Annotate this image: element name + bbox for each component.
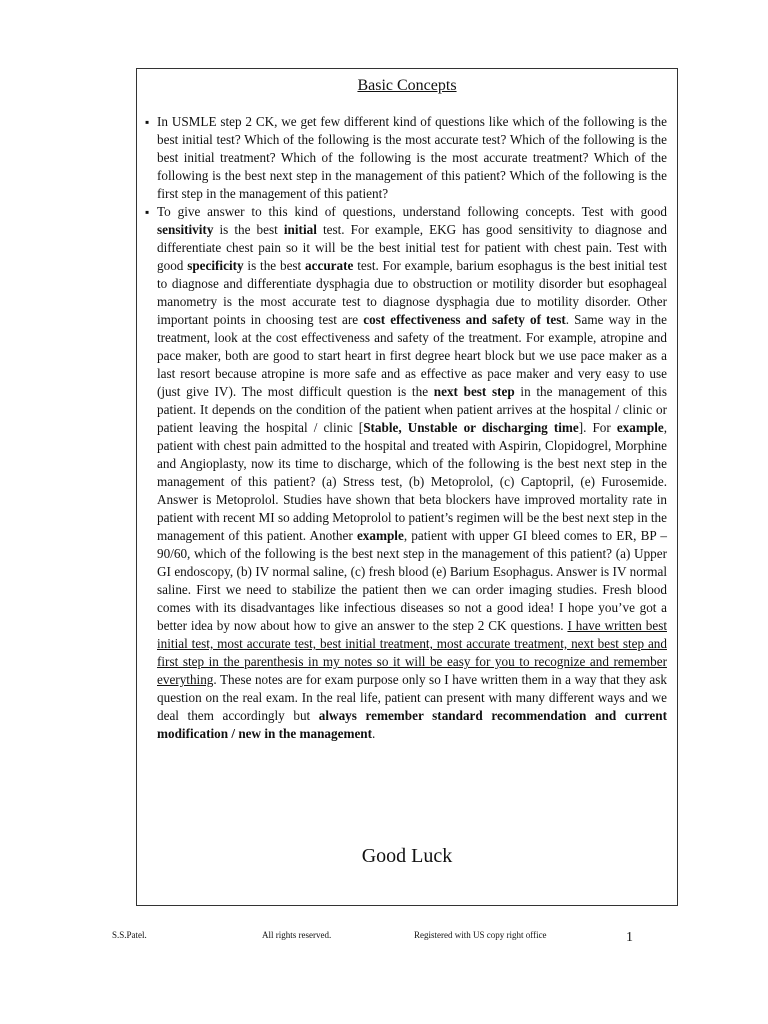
- text-run: test. For example, EKG has good sensitivity to diagnose and differentiate chest pain so it will be the best initial test for patient with chest pain. Test with good: [157, 222, 667, 273]
- text-run: is the best: [213, 222, 284, 237]
- text-run: is the best: [243, 258, 306, 273]
- page-title: Basic Concepts: [357, 77, 457, 94]
- bold-run: next best step: [433, 384, 515, 399]
- text-run: ]. For: [578, 420, 617, 435]
- page-number: 1: [626, 930, 633, 945]
- bold-run: example: [356, 528, 404, 543]
- bold-run: example: [616, 420, 664, 435]
- bold-run: accurate: [305, 258, 354, 273]
- bold-run: initial: [283, 222, 317, 237]
- text-run: , patient with upper GI bleed comes to ER, BP – 90/60, which of the following is the best next step in the management of this patient? (a) Upper GI endoscopy, (b) IV normal saline, (c) fresh blood (e) Barium Esophagus. Answer is IV normal saline. First we need to stabilize the patient then we can order imaging studies. Fresh blood comes with its disadvantages like infectious diseases so not a good idea! I hope you’ve got a better idea by now about how to give an answer to the step 2 CK questions.: [157, 528, 667, 633]
- text-run: , patient with chest pain admitted to the hospital and treated with Aspirin, Clopidogrel, Morphine and Angioplasty, now its time to discharge, which of the following is the best next step in the management of this patient? (a) Stress test, (b) Metoprolol, (c) Captopril, (e) Furosemide. Answer is Metoprolol. Studies have shown that beta blockers have improved mortality rate in patient with recent MI so adding Metoprolol to patient’s regimen will be the best next step in the management of this patient. Another: [157, 420, 668, 543]
- text-run: .: [372, 726, 376, 741]
- text-run: . Same way in the treatment, look at the cost effectiveness and safety of the treatment. For example, atropine and pace maker, both are good to start heart in first degree heart block but we use pace maker as a last resort because atropine is more safe and as effective as pace maker and very easy to use (just give IV). The most difficult question is the: [157, 312, 667, 399]
- footer-rights: All rights reserved.: [262, 930, 332, 940]
- underlined-run: I have written best initial test, most accurate test, best initial treatment, most accurate treatment, next best step and first step in the parenthesis in my notes so it will be easy for you to recognize and remember everything: [157, 618, 667, 687]
- text-run: . These notes are for exam purpose only so I have written them in a way that they ask question on the real exam. In the real life, patient can present with many different ways and we deal them accordingly but: [157, 672, 667, 723]
- bold-run: specificity: [187, 258, 244, 273]
- bullet-list: [145, 113, 667, 743]
- closing-text: Good Luck: [361, 845, 453, 867]
- content-frame: [136, 68, 678, 906]
- text-run: in the management of this patient. It depends on the condition of the patient when patient arrives at the hospital / clinic or patient leaving the hospital / clinic [: [157, 384, 667, 435]
- footer-author: S.S.Patel.: [112, 930, 147, 940]
- bold-run: sensitivity: [157, 222, 214, 237]
- bullet-item-concepts: [145, 203, 667, 743]
- footer-registered: Registered with US copy right office: [414, 930, 547, 940]
- bullet-item-question-types: ▪ In USMLE step 2 CK, we get few different kind of questions like which of the following is the best initial test? Which of the following is the most accurate test? Which of the following is the best initial treatment? Which of the following is the most accurate treatment? Which of the following is the best next step in the management of this patient? Which of the following is the first step in the management of this patient?: [145, 113, 667, 203]
- text-run: test. For example, barium esophagus is the best initial test to diagnose and differentiate dysphagia due to obstruction or motility disorder but esophageal manometry is the most accurate test to diagnose dysphagia due to motility disorder. Other important points in choosing test are: [157, 258, 668, 327]
- text-run: To give answer to this kind of questions, understand following concepts. Test with good: [157, 204, 667, 219]
- bold-run: Stable, Unstable or discharging time: [363, 420, 579, 435]
- bold-run: always remember standard recommendation and current modification / new in the management: [157, 708, 667, 741]
- bold-run: cost effectiveness and safety of test: [363, 312, 566, 327]
